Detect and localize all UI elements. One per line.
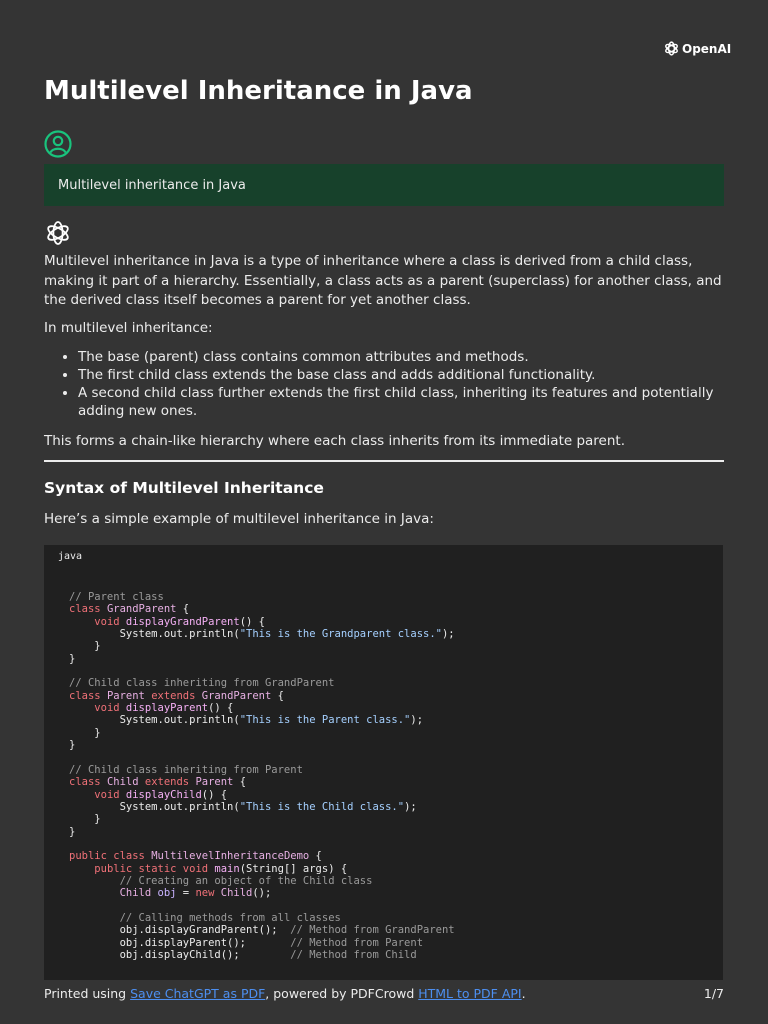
code-line xyxy=(69,714,423,726)
code-token: Parent xyxy=(195,776,234,789)
code-token: displayChild xyxy=(125,788,202,801)
code-token: // Parent class xyxy=(69,591,164,603)
feature-list xyxy=(44,348,724,420)
code-token: } xyxy=(69,640,101,653)
answer-list-lead: In multilevel inheritance: xyxy=(44,319,213,336)
code-line xyxy=(69,850,322,862)
code-token xyxy=(69,887,120,899)
code-token: () { xyxy=(239,615,265,628)
code-token: void xyxy=(94,788,126,801)
code-token: ); xyxy=(441,628,455,641)
code-token: // Calling methods from all classes xyxy=(119,911,341,924)
code-line xyxy=(69,949,417,961)
code-line xyxy=(69,912,341,924)
code-token: Parent xyxy=(106,689,152,702)
code-token: class xyxy=(69,776,107,789)
code-line xyxy=(69,801,417,813)
code-token: class xyxy=(69,689,107,702)
code-token: = xyxy=(176,887,196,900)
code-token xyxy=(69,912,120,924)
html-to-pdf-api-link[interactable]: HTML to PDF API xyxy=(418,986,522,1001)
code-line xyxy=(69,937,423,949)
code-line xyxy=(69,739,75,751)
code-line xyxy=(69,653,75,665)
code-token: class xyxy=(69,603,107,616)
code-line xyxy=(69,875,372,887)
code-line xyxy=(69,616,265,628)
code-token: { xyxy=(176,603,190,616)
code-token: Child xyxy=(119,887,158,900)
list-item: • A second child class further extends the first child class, inheriting its features and potentially adding new ones. xyxy=(78,384,724,420)
code-line xyxy=(69,628,455,640)
code-line xyxy=(69,727,101,739)
page-number: 1/7 xyxy=(703,986,724,1001)
code-token: // Creating an object of the Child class xyxy=(119,874,373,887)
code-token: ); xyxy=(410,714,424,727)
code-token: ); xyxy=(404,800,417,813)
code-token: MultilevelInheritanceDemo xyxy=(151,850,310,863)
code-token: (String[] args) { xyxy=(239,862,348,875)
code-token: obj.displayChild(); xyxy=(69,948,291,961)
code-token: extends xyxy=(144,776,196,789)
code-line xyxy=(69,863,347,875)
brand-logo xyxy=(663,40,731,57)
footer xyxy=(44,986,724,1001)
page-title: Multilevel Inheritance in Java xyxy=(44,76,473,106)
code-line xyxy=(69,887,271,899)
code-token: { xyxy=(309,850,322,863)
code-content xyxy=(69,591,455,961)
code-token: new xyxy=(195,887,221,900)
user-message-text: Multilevel inheritance in Java xyxy=(58,177,246,193)
footer-middle: , powered by PDFCrowd xyxy=(265,986,419,1001)
code-token: // Method from Parent xyxy=(290,936,424,949)
code-token: // Method from GrandParent xyxy=(290,924,455,937)
code-line xyxy=(69,776,246,788)
code-token: extends xyxy=(151,689,202,702)
code-token: // Child class inheriting from Parent xyxy=(69,763,303,776)
code-token: () { xyxy=(208,702,234,715)
code-token: public static void xyxy=(94,862,215,875)
code-token: "This is the Grandparent class." xyxy=(239,628,442,641)
code-token: displayParent xyxy=(125,702,209,715)
code-line xyxy=(69,702,233,714)
assistant-answer xyxy=(44,252,724,530)
code-line xyxy=(69,640,101,652)
code-line xyxy=(69,826,75,838)
code-token: "This is the Child class." xyxy=(239,800,405,813)
code-token: displayGrandParent xyxy=(125,615,240,628)
user-message xyxy=(44,164,724,206)
code-token: } xyxy=(69,739,76,752)
code-token: (); xyxy=(252,887,272,900)
answer-summary: This forms a chain-like hierarchy where each class inherits from its immediate parent. xyxy=(44,433,626,449)
code-token: } xyxy=(69,726,101,739)
list-item: • The base (parent) class contains common attributes and methods. xyxy=(78,348,724,366)
code-token xyxy=(69,863,94,875)
example-intro: Here’s a simple example of multilevel inheritance in Java: xyxy=(44,511,434,527)
code-token: // Method from Child xyxy=(290,948,417,961)
code-line xyxy=(69,690,284,702)
code-token: obj.displayGrandParent(); xyxy=(69,924,291,937)
code-token: Child xyxy=(106,776,145,789)
answer-intro: Multilevel inheritance in Java is a type of inheritance where a class is derived from a child class, making it part of a hierarchy. Essentially, a class acts as a parent (superclass) for another class, and the derived class itself becomes a parent for yet another class. xyxy=(44,253,722,308)
code-token: System.out.println( xyxy=(69,714,240,727)
code-line xyxy=(69,789,227,801)
code-token: "This is the Parent class." xyxy=(239,714,411,727)
code-line xyxy=(69,924,455,936)
code-line xyxy=(69,764,303,776)
code-token: } xyxy=(69,813,101,826)
code-line xyxy=(69,591,164,603)
code-token: main xyxy=(214,862,240,875)
footer-suffix: . xyxy=(521,986,526,1001)
code-token: Child xyxy=(220,887,253,900)
brand-name: OpenAI xyxy=(682,41,732,56)
code-block xyxy=(44,545,723,980)
list-item: • The first child class extends the base class and adds additional functionality. xyxy=(78,366,724,384)
code-token: // Child class inheriting from GrandParent xyxy=(69,677,335,690)
code-token: System.out.println( xyxy=(69,800,240,813)
code-token: obj xyxy=(157,887,177,900)
code-token: { xyxy=(233,776,247,789)
code-token: GrandParent xyxy=(201,689,272,702)
user-avatar-icon xyxy=(44,130,72,158)
code-token xyxy=(69,702,94,714)
code-token: GrandParent xyxy=(106,603,177,616)
section-divider xyxy=(44,460,724,462)
code-token: } xyxy=(69,825,76,838)
code-token xyxy=(69,789,94,801)
code-token: void xyxy=(94,615,126,628)
code-line xyxy=(69,813,101,825)
code-token: void xyxy=(94,702,126,715)
code-line xyxy=(69,603,189,615)
footer-credit xyxy=(44,986,526,1001)
section-heading: Syntax of Multilevel Inheritance xyxy=(44,478,324,497)
code-token: { xyxy=(271,689,284,702)
save-chatgpt-pdf-link[interactable]: Save ChatGPT as PDF xyxy=(130,986,266,1001)
code-token xyxy=(69,616,94,628)
code-token: System.out.println( xyxy=(69,628,240,641)
code-token: () { xyxy=(201,788,228,801)
footer-prefix: Printed using xyxy=(44,986,131,1001)
code-token xyxy=(69,875,120,887)
code-token: public class xyxy=(69,850,152,863)
code-token: } xyxy=(69,652,76,665)
openai-logo-icon xyxy=(663,40,680,57)
code-language-label: java xyxy=(58,551,83,562)
chatgpt-logo-icon xyxy=(44,219,72,247)
code-token: obj.displayParent(); xyxy=(69,936,291,949)
code-line xyxy=(69,677,335,689)
